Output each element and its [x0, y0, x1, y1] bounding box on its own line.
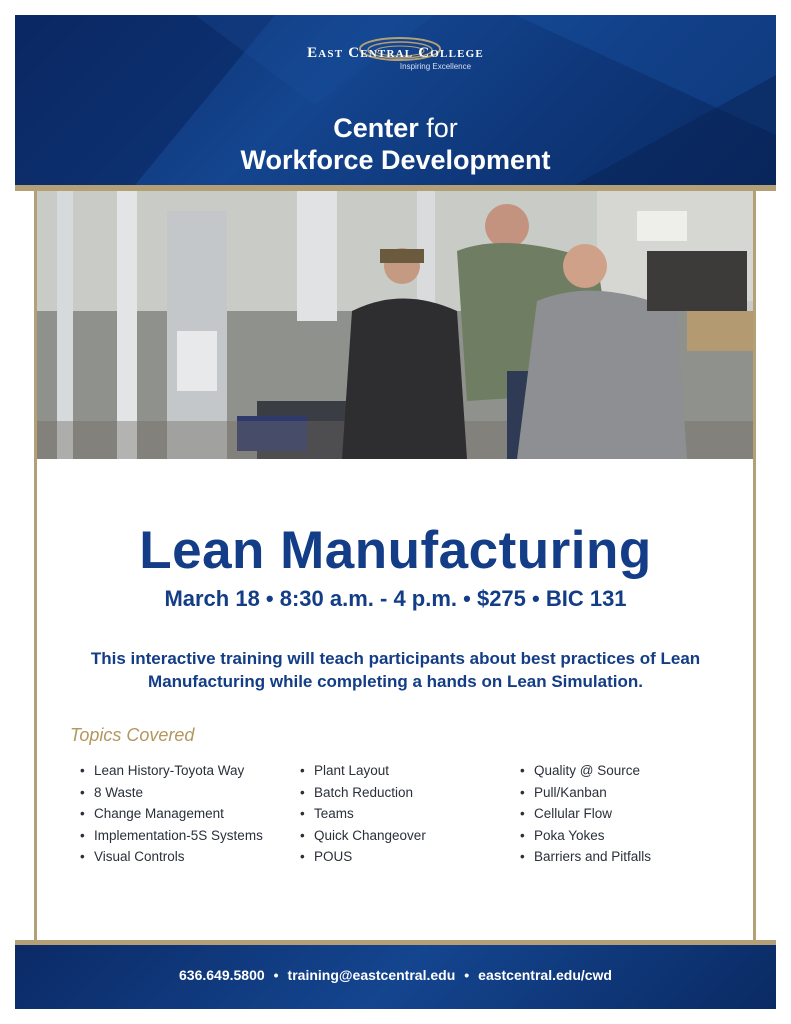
topic-label: Teams	[314, 806, 354, 821]
contact-info	[15, 967, 776, 983]
center-word: Center	[333, 113, 419, 143]
center-heading	[15, 113, 776, 144]
topic-label: Poka Yokes	[534, 827, 605, 843]
topic-label: Visual Controls	[94, 849, 185, 864]
topic-label: POUS	[314, 849, 353, 864]
list-item: • Cellular Flow	[520, 806, 613, 821]
list-item: • Quick Changeover	[300, 827, 426, 843]
topic-label: Lean History-Toyota Way	[94, 763, 245, 778]
separator-dot: •	[464, 967, 470, 983]
footer-banner	[15, 945, 776, 1009]
list-item: • POUS	[300, 849, 353, 864]
topic-label: Pull/Kanban	[534, 784, 607, 800]
header-banner	[15, 15, 776, 185]
course-description: This interactive training will teach participants about best practices of Lean Manufacturing while completing a hands on Lean Simulation.	[90, 649, 701, 691]
list-item: • Pull/Kanban	[520, 784, 607, 800]
website-link[interactable]: eastcentral.edu/cwd	[478, 967, 612, 983]
college-name: East Central College	[307, 45, 484, 61]
college-logo	[15, 45, 776, 71]
course-details: March 18 • 8:30 a.m. - 4 p.m. • $275 • BIC 131	[164, 586, 627, 611]
list-item: • Quality @ Source	[520, 763, 640, 778]
photo-illustration	[37, 191, 753, 459]
list-item: • Teams	[300, 806, 354, 821]
phone-number[interactable]: 636.649.5800	[179, 967, 265, 983]
list-item: • Implementation-5S Systems	[80, 827, 263, 843]
list-item: • Poka Yokes	[520, 827, 605, 843]
email-link[interactable]: training@eastcentral.edu	[287, 967, 456, 983]
topic-label: 8 Waste	[94, 784, 144, 800]
for-word: for	[426, 113, 458, 143]
list-item: • Barriers and Pitfalls	[520, 849, 652, 864]
topic-label: Barriers and Pitfalls	[534, 849, 652, 864]
topic-label: Cellular Flow	[534, 806, 613, 821]
department-heading: Workforce Development	[240, 145, 551, 175]
list-item: • Change Management	[80, 806, 224, 821]
list-item: • 8 Waste	[80, 784, 144, 800]
topic-label: Change Management	[94, 806, 224, 821]
list-item: • Batch Reduction	[300, 784, 414, 800]
separator-dot: •	[273, 967, 279, 983]
college-tagline: Inspiring Excellence	[399, 62, 472, 71]
topic-label: Quality @ Source	[534, 763, 640, 778]
topics-column-3	[520, 760, 651, 868]
topics-heading: Topics Covered	[70, 725, 195, 745]
list-item: • Visual Controls	[80, 849, 185, 864]
classroom-photo	[37, 191, 753, 459]
course-title: Lean Manufacturing	[139, 521, 652, 580]
topic-label: Plant Layout	[314, 763, 390, 778]
topics-column-2	[300, 760, 426, 868]
topic-label: Implementation-5S Systems	[94, 827, 263, 843]
topic-label: Batch Reduction	[314, 784, 414, 800]
list-item: • Plant Layout	[300, 763, 390, 778]
topic-label: Quick Changeover	[314, 827, 426, 843]
list-item: • Lean History-Toyota Way	[80, 763, 245, 778]
topics-column-1	[80, 760, 263, 868]
